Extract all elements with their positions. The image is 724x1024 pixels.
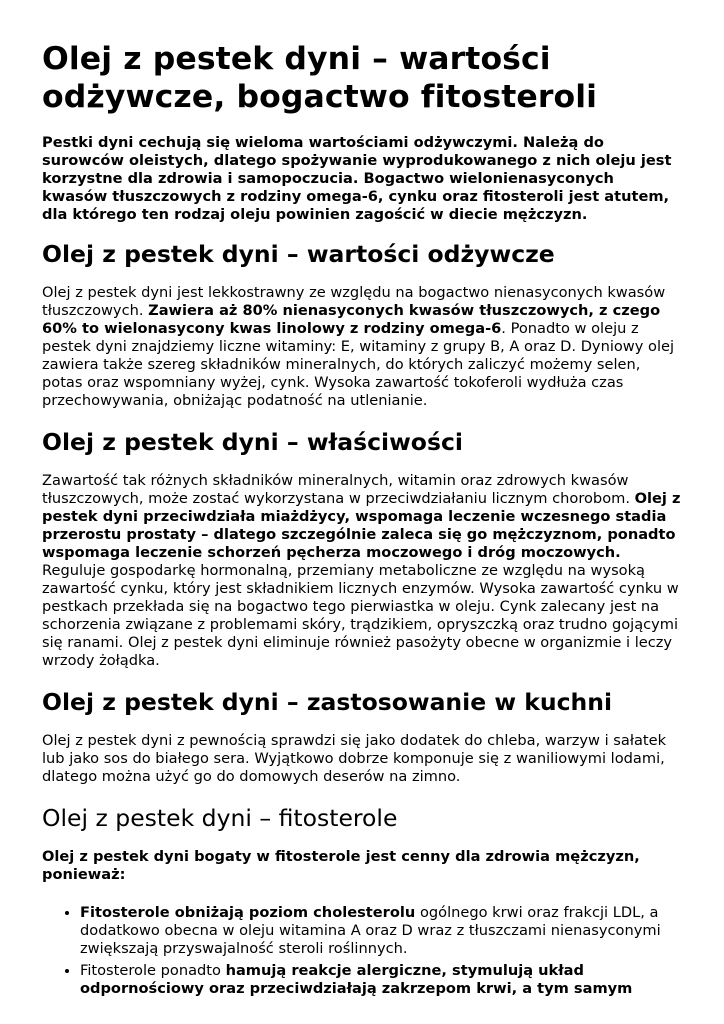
section-heading-nutritional-values: Olej z pestek dyni – wartości odżywcze bbox=[42, 240, 555, 268]
section-heading-properties: Olej z pestek dyni – właściwości bbox=[42, 428, 463, 456]
paragraph-text: Olej z pestek dyni jest lekkostrawny ze względu na bogactwo nienasyconych kwasów tłuszczowych. bbox=[42, 284, 666, 319]
section-intro-phytosterols: Olej z pestek dyni bogaty w fitosterole jest cenny dla zdrowia mężczyzn, ponieważ: bbox=[42, 848, 640, 883]
section-heading-phytosterols: Olej z pestek dyni – fitosterole bbox=[42, 804, 398, 832]
lead-paragraph: Pestki dyni cechują się wieloma wartościami odżywczymi. Należą do surowców oleistych, dlatego spożywanie wyprodukowanego z nich oleju jest korzystne dla zdrowia i samopoczucia. Bogactwo wielonienasyconych kwasów tłuszczowych z rodziny omega-6, cynku oraz fitosteroli jest atutem, dla którego ten rodzaj oleju powinien zagościć w diecie mężczyzn. bbox=[42, 134, 672, 223]
paragraph-text: Reguluje gospodarkę hormonalną, przemiany metaboliczne ze względu na wysoką zawartość cynku, który jest składnikiem licznych enzymów. Wysoka zawartość cynku w pestkach przekłada się na bogactwo tego pierwiastka w oleju. Cynk zalecany jest na schorzenia związane z problemami skóry, trądzikiem, opryszczką oraz trudno gojącymi się ranami. Olej z pestek dyni eliminuje również pasożyty obecne w organizmie i leczy wrzody żołądka. bbox=[42, 562, 679, 669]
list-item-text: Fitosterole ponadto bbox=[80, 962, 226, 979]
section-paragraph-nutritional-values bbox=[42, 284, 682, 410]
document-title: Olej z pestek dyni – wartości odżywcze, bogactwo fitosteroli bbox=[42, 41, 598, 115]
section-paragraph-properties bbox=[42, 472, 682, 670]
list-item bbox=[80, 962, 682, 998]
paragraph-text: Zawartość tak różnych składników mineralnych, witamin oraz zdrowych kwasów tłuszczowych, może zostać wykorzystana w przeciwdziałaniu licznym chorobom. bbox=[42, 472, 635, 507]
phytosterols-list bbox=[42, 904, 682, 998]
section-paragraph-kitchen-use: Olej z pestek dyni z pewnością sprawdzi się jako dodatek do chleba, warzyw i sałatek lub jako sos do białego sera. Wyjątkowo dobrze komponuje się z waniliowymi lodami, dlatego można użyć go do domowych deserów na zimno. bbox=[42, 732, 667, 785]
paragraph-text: . Ponadto w oleju z pestek dyni znajdziemy liczne witaminy: E, witaminy z grupy B, A oraz D. Dyniowy olej zawiera także szereg składników mineralnych, do których zaliczyć możemy selen, potas oraz wspomniany wyżej, cynk. Wysoka zawartość tokoferoli wydłuża czas przechowywania, obniżając podatność na utlenianie. bbox=[42, 320, 675, 409]
list-item-text: ogólnego krwi oraz frakcji LDL, a dodatkowo obecna w oleju witamina A oraz D wraz z tłuszczami nienasyconymi zwiększają przyswajalność steroli roślinnych. bbox=[80, 904, 661, 957]
list-item-bold-text: hamują reakcje alergiczne, stymulują układ odpornościowy oraz przeciwdziałają zakrzepom krwi, a tym samym bbox=[80, 962, 633, 997]
list-item bbox=[80, 904, 682, 958]
paragraph-bold-text: Zawiera aż 80% nienasyconych kwasów tłuszczowych, z czego 60% to wielonasycony kwas linolowy z rodziny omega-6 bbox=[42, 302, 661, 337]
list-item-bold-text: Fitosterole obniżają poziom cholesterolu bbox=[80, 904, 416, 921]
section-heading-kitchen-use: Olej z pestek dyni – zastosowanie w kuchni bbox=[42, 688, 613, 716]
paragraph-bold-text: Olej z pestek dyni przeciwdziała miażdżycy, wspomaga leczenie wczesnego stadia przerostu prostaty – dlatego szczególnie zaleca się go mężczyznom, ponadto wspomaga leczenie schorzeń pęcherza moczowego i dróg moczowych. bbox=[42, 490, 681, 561]
